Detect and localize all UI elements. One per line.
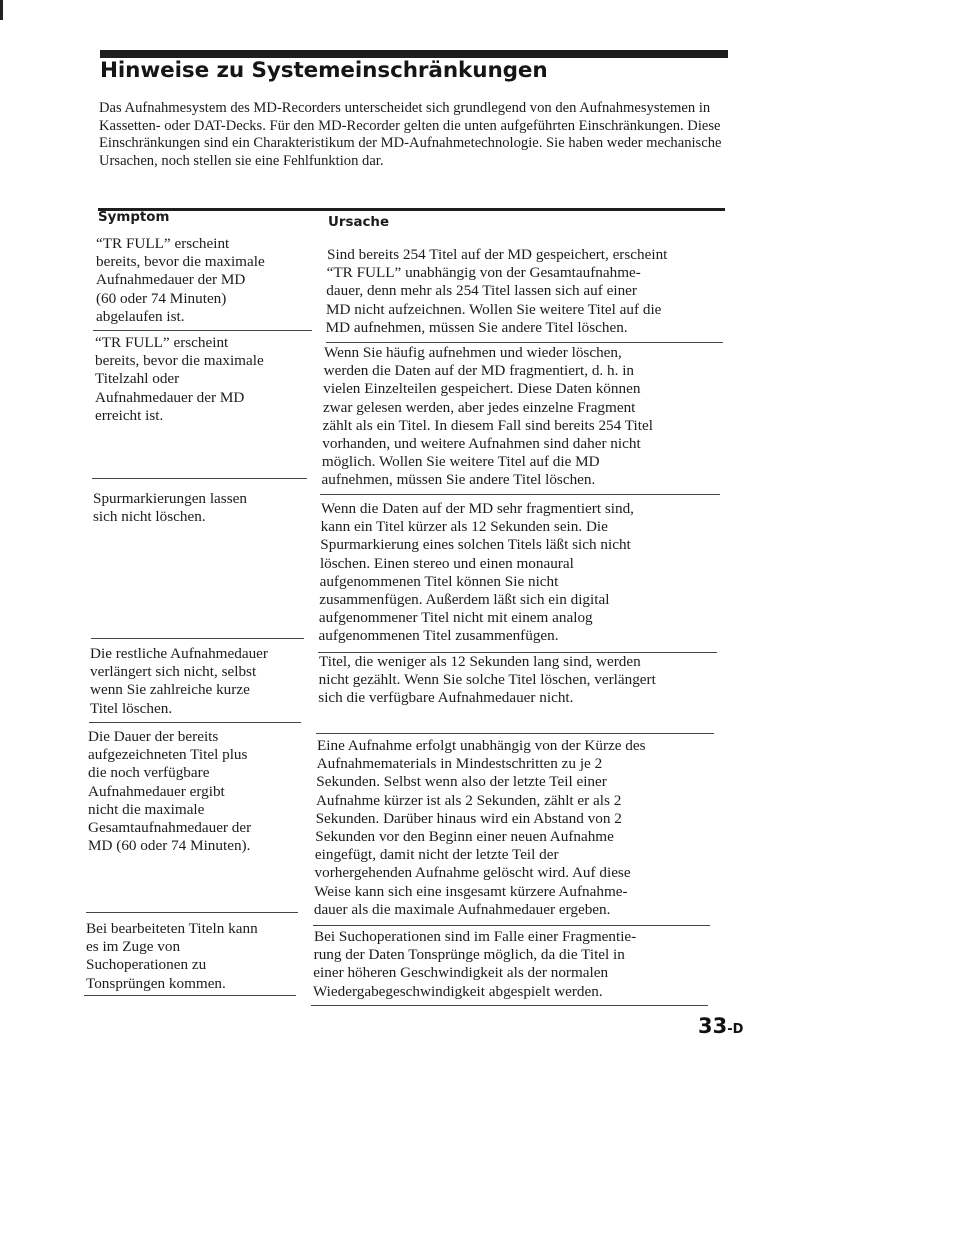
- ursache-line: nicht gezählt. Wenn Sie solche Titel löschen, verlängert: [318, 671, 656, 689]
- symptom-row-divider: [89, 722, 301, 723]
- column-header-symptom: Symptom: [98, 210, 170, 225]
- intro-paragraph: Das Aufnahmesystem des MD-Recorders unterscheidet sich grundlegend von den Aufnahmesystemen in Kassetten- oder DAT-Decks. Für den MD-Recorder gelten die unten aufgeführten Einschränkungen. Diese Einschränkungen sind ein Charakteristikum der MD-Aufnahmetechnologie. Sie haben weder mechanische Ursachen, noch stellen sie eine Fehlfunktion dar.: [99, 100, 722, 169]
- ursache-line: “TR FULL” unabhängig von der Gesamtaufnahme-: [326, 264, 641, 282]
- ursache-line: MD aufnehmen, müssen Sie andere Titel löschen.: [325, 318, 628, 336]
- ursache-line: dauer, denn mehr als 254 Titel lassen sich auf einer: [326, 282, 637, 300]
- ursache-line: Wiedergabegeschwindigkeit abgespielt werden.: [312, 982, 603, 1000]
- column-header-ursache: Ursache: [328, 215, 390, 230]
- symptom-line: aufgezeichneten Titel plus: [88, 746, 248, 764]
- ursache-line: vorhergehenden Aufnahme gelöscht wird. Auf diese: [314, 864, 631, 882]
- margin-mark: [0, 0, 3, 20]
- symptom-line: Gesamtaufnahmedauer der: [88, 819, 252, 836]
- ursache-line: eingefügt, damit nicht der letzte Teil der: [314, 846, 559, 864]
- symptom-line: abgelaufen ist.: [96, 307, 185, 325]
- symptom-line: bereits, bevor die maximale: [95, 352, 264, 370]
- page-number: [698, 1014, 743, 1038]
- ursache-line: zählt als ein Titel. In diesem Fall sind bereits 254 Titel: [322, 416, 653, 434]
- ursache-line: zusammenfügen. Außerdem läßt sich ein digital: [319, 591, 610, 608]
- ursache-line: aufnehmen, müssen Sie andere Titel löschen.: [321, 471, 596, 489]
- page-number-suffix: -D: [727, 1022, 744, 1037]
- ursache-line: Sekunden vor den Beginn einer neuen Aufnahme: [315, 828, 614, 845]
- ursache-line: Bei Suchoperationen sind im Falle einer Fragmentie-: [314, 928, 637, 945]
- symptom-row-divider: [92, 478, 307, 479]
- ursache-line: Wenn die Daten auf der MD sehr fragmentiert sind,: [321, 500, 634, 517]
- symptom-line: Titel löschen.: [90, 699, 173, 717]
- symptom-line: Tonsprüngen kommen.: [86, 974, 226, 992]
- ursache-line: Eine Aufnahme erfolgt unabhängig von der Kürze des: [317, 737, 646, 754]
- ursache-line: Weise kann sich eine insgesamt kürzere Aufnahme-: [314, 882, 628, 900]
- symptom-line: wenn Sie zahlreiche kurze: [90, 681, 250, 699]
- ursache-line: MD nicht aufzeichnen. Wollen Sie weitere Titel auf die: [325, 300, 662, 318]
- ursache-line: möglich. Wollen Sie weitere Titel auf die MD: [321, 453, 600, 471]
- ursache-line: Wenn Sie häufig aufnehmen und wieder löschen,: [324, 344, 622, 361]
- ursache-line: Sekunden. Darüber hinaus wird ein Abstand von 2: [315, 809, 622, 827]
- ursache-line: werden die Daten auf der MD fragmentiert, d. h. in: [323, 362, 635, 380]
- ursache-line: Aufnahme kürzer ist als 2 Sekunden, zählt er als 2: [315, 791, 622, 809]
- symptom-line: Die restliche Aufnahmedauer: [90, 645, 268, 662]
- symptom-line: Aufnahmedauer der MD: [95, 388, 245, 406]
- symptom-line: Aufnahmedauer der MD: [96, 271, 246, 289]
- symptom-line: “TR FULL” erscheint: [96, 235, 230, 252]
- ursache-line: vielen Einzelteilen gespeichert. Diese Daten können: [323, 380, 641, 398]
- symptom-line: “TR FULL” erscheint: [95, 334, 229, 351]
- symptom-row-divider: [93, 330, 312, 331]
- ursache-row-divider: [311, 1005, 708, 1006]
- title-rule: [100, 50, 728, 58]
- ursache-line: löschen. Einen stereo und einen monaural: [319, 554, 574, 572]
- symptom-line: verlängert sich nicht, selbst: [90, 663, 257, 681]
- symptom-line: die noch verfügbare: [88, 764, 210, 782]
- ursache-line: sich die verfügbare Aufnahmedauer nicht.: [318, 689, 574, 707]
- symptom-line: Suchoperationen zu: [86, 956, 207, 974]
- ursache-row-divider: [320, 494, 720, 495]
- ursache-line: einer höheren Geschwindigkeit als der normalen: [313, 964, 609, 982]
- ursache-line: Spurmarkierung eines solchen Titels läßt sich nicht: [320, 536, 631, 554]
- ursache-line: aufgenommenen Titel zusammenfügen.: [318, 627, 559, 645]
- ursache-line: Sind bereits 254 Titel auf der MD gespeichert, erscheint: [327, 246, 668, 263]
- ursache-row-divider: [316, 733, 714, 734]
- ursache-line: vorhanden, und weitere Aufnahmen sind daher nicht: [322, 435, 641, 452]
- ursache-line: aufgenommener Titel nicht mit einem analog: [318, 609, 593, 627]
- symptom-line: nicht die maximale: [88, 800, 205, 818]
- ursache-line: kann ein Titel kürzer als 12 Sekunden sein. Die: [320, 518, 608, 536]
- symptom-line: Titelzahl oder: [95, 370, 180, 388]
- symptom-line: Bei bearbeiteten Titeln kann: [86, 920, 258, 937]
- symptom-line: bereits, bevor die maximale: [96, 253, 265, 271]
- ursache-line: zwar gelesen werden, aber jedes einzelne Fragment: [322, 398, 636, 416]
- symptom-row-divider: [86, 912, 298, 913]
- symptom-line: erreicht ist.: [95, 406, 164, 424]
- ursache-line: Aufnahmematerials in Mindestschritten zu je 2: [316, 755, 603, 773]
- ursache-line: rung der Daten Tonsprünge möglich, da die Titel in: [313, 946, 625, 964]
- ursache-line: Sekunden. Selbst wenn also der letzte Teil einer: [316, 773, 607, 791]
- ursache-row-divider: [326, 342, 723, 343]
- page-number-value: 33: [698, 1014, 728, 1038]
- symptom-line: Spurmarkierungen lassen: [93, 490, 247, 507]
- table-header-rule: [98, 208, 725, 211]
- symptom-line: (60 oder 74 Minuten): [96, 289, 227, 307]
- symptom-line: Aufnahmedauer ergibt: [88, 782, 225, 800]
- ursache-line: Titel, die weniger als 12 Sekunden lang sind, werden: [319, 653, 641, 670]
- symptom-line: sich nicht löschen.: [93, 508, 206, 526]
- symptom-line: es im Zuge von: [86, 938, 181, 956]
- symptom-row-divider: [91, 638, 304, 639]
- ursache-line: dauer als die maximale Aufnahmedauer ergeben.: [313, 900, 611, 918]
- symptom-line: MD (60 oder 74 Minuten).: [88, 837, 251, 855]
- symptom-row-divider: [84, 995, 296, 996]
- ursache-row-divider: [313, 925, 710, 926]
- symptom-line: Die Dauer der bereits: [88, 728, 219, 745]
- page-heading: Hinweise zu Systemeinschränkungen: [100, 58, 548, 83]
- ursache-line: aufgenommenen Titel können Sie nicht: [319, 572, 559, 590]
